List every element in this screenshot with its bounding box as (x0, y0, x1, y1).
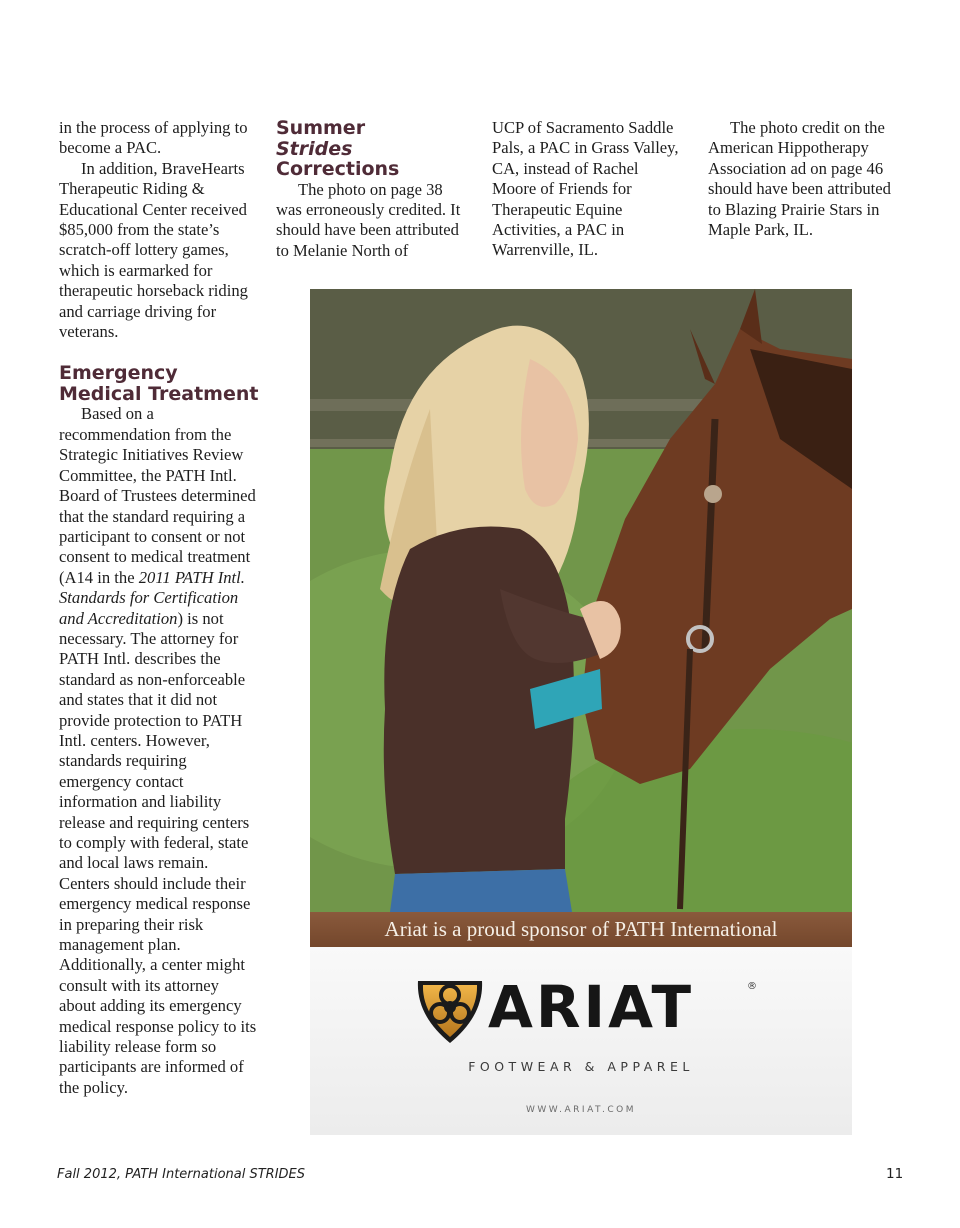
ariat-advertisement (310, 289, 852, 1135)
emergency-heading-line-2: Medical Treatment (59, 382, 259, 405)
col3-paragraph-1: UCP of Sacramento Saddle Pals, a PAC in Grass Valley, CA, instead of Rachel Moore of Friends for Therapeutic Equine Activities, a PAC in Warrenville, IL. (492, 118, 679, 260)
col4-paragraph-1: The photo credit on the American Hippotherapy Association ad on page 46 should have been attributed to Blazing Prairie Stars in Maple Park, IL. (708, 118, 891, 240)
col1-paragraph-3 (59, 404, 259, 1098)
col1-p3-italic: 2011 PATH Intl. Standards for Certification and Accreditation (59, 567, 245, 628)
ariat-brand-name: ARIAT (488, 973, 695, 1041)
ariat-tagline: FOOTWEAR & APPAREL (468, 1059, 694, 1074)
col1-paragraph-1: in the process of applying to become a PAC. (59, 118, 248, 158)
column-2 (276, 118, 470, 261)
biohazard-shield-icon (414, 975, 486, 1047)
sponsor-banner: Ariat is a proud sponsor of PATH International (310, 912, 852, 947)
ad-photo (310, 289, 852, 912)
emergency-heading-line-1: Emergency (59, 362, 178, 385)
col1-p3-part-b: ) is not necessary. The attorney for PATH Intl. describes the standard as non-enforceable and states that it did not provide protection to PATH Intl. centers. However, standards requiring emergency contact information and liability release and requiring centers to comply with federal, state and local laws remain. Centers should include their emergency medical response in preparing their risk management plan. Additionally, a center might consult with its attorney about adding its emergency medical response policy to its liability release form so participants are informed of the policy. (59, 608, 257, 1097)
summer-strides-heading (276, 118, 470, 180)
ariat-logo-area (310, 947, 852, 1135)
ariat-website: WWW.ARIAT.COM (526, 1105, 636, 1115)
summer-heading-line-2: Strides (276, 137, 353, 160)
column-3 (492, 118, 686, 261)
woman-and-horse-illustration (310, 289, 852, 912)
col1-p3-part-a: Based on a recommendation from the Strategic Initiatives Review Committee, the PATH Intl. Board of Trustees determined that the standard requiring a participant to consent or not consent to medical treatment (A14 in the (59, 404, 256, 587)
summer-heading-line-3: Corrections (276, 158, 400, 180)
column-4 (708, 118, 902, 240)
summer-heading-line-1: Summer (276, 117, 366, 139)
col2-paragraph-1: The photo on page 38 was erroneously credited. It should have been attributed to Melanie North of (276, 179, 461, 260)
footer-page-number: 11 (886, 1166, 904, 1182)
footer-publication: Fall 2012, PATH International STRIDES (57, 1167, 306, 1182)
col1-paragraph-2: In addition, BraveHearts Therapeutic Riding & Educational Center received $85,000 from the state’s scratch-off lottery games, which is earmarked for therapeutic horseback riding and carriage driving for veterans. (59, 158, 248, 342)
column-1 (59, 118, 259, 1098)
emergency-heading (59, 363, 259, 404)
registered-mark: ® (747, 981, 757, 992)
